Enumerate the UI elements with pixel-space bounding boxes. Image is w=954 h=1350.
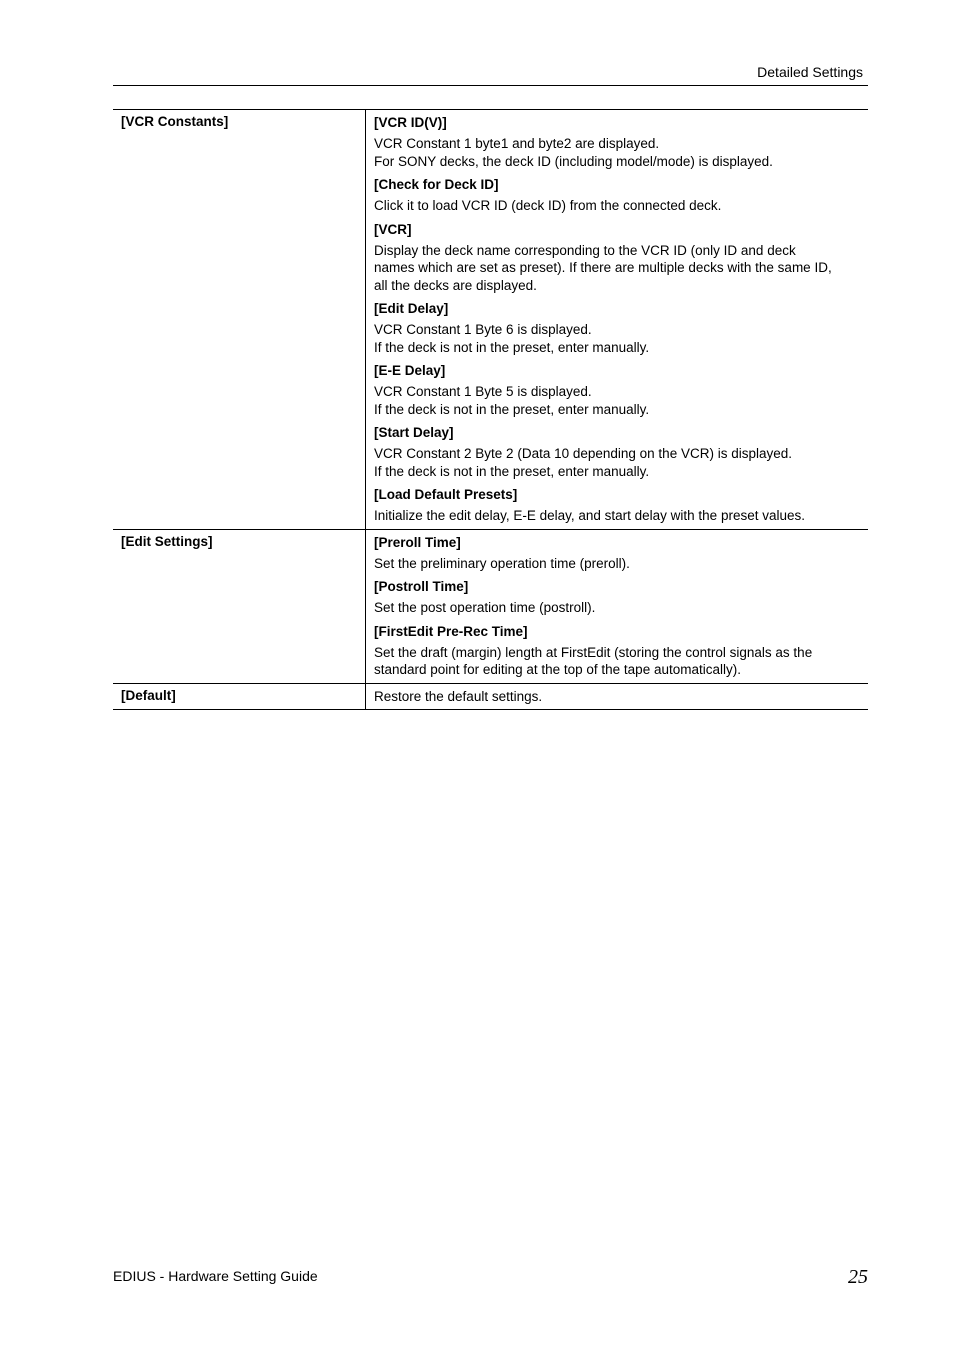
row-description	[366, 110, 869, 530]
item-heading: [Start Delay]	[374, 425, 454, 440]
item-text: If the deck is not in the preset, enter manually.	[374, 401, 650, 417]
item-heading: [Check for Deck ID]	[374, 177, 499, 192]
running-header-title: Detailed Settings	[757, 64, 863, 80]
list-item	[374, 486, 860, 525]
item-text: If the deck is not in the preset, enter manually.	[374, 339, 650, 355]
list-item	[374, 176, 860, 215]
item-text: VCR Constant 1 Byte 6 is displayed.	[374, 322, 592, 337]
settings-table	[113, 109, 868, 710]
row-description	[366, 529, 869, 683]
item-text: Initialize the edit delay, E-E delay, and start delay with the preset values.	[374, 508, 805, 523]
list-item	[374, 623, 860, 679]
table-row	[113, 110, 868, 530]
row-label: [VCR Constants]	[113, 110, 366, 530]
item-heading: [VCR]	[374, 221, 412, 237]
page-number: 25	[848, 1266, 868, 1288]
item-heading: [Preroll Time]	[374, 534, 461, 550]
item-heading: [Edit Delay]	[374, 301, 449, 316]
table-row	[113, 529, 868, 683]
item-heading: [VCR ID(V)]	[374, 115, 447, 130]
item-text: Restore the default settings.	[374, 688, 543, 704]
item-text: Set the post operation time (postroll).	[374, 600, 596, 615]
list-item	[374, 114, 860, 170]
list-item	[374, 362, 860, 418]
item-text: VCR Constant 1 byte1 and byte2 are displayed.	[374, 136, 660, 151]
list-item	[374, 424, 860, 480]
item-text: Display the deck name corresponding to the VCR ID (only ID and deck	[374, 242, 796, 258]
item-heading: [E-E Delay]	[374, 363, 446, 378]
item-text: If the deck is not in the preset, enter manually.	[374, 463, 650, 479]
item-text: Click it to load VCR ID (deck ID) from the connected deck.	[374, 198, 722, 213]
row-label: [Default]	[113, 683, 366, 710]
item-text: VCR Constant 2 Byte 2 (Data 10 depending on the VCR) is displayed.	[374, 446, 792, 461]
item-text: names which are set as preset). If there are multiple decks with the same ID,	[374, 260, 832, 275]
item-text: For SONY decks, the deck ID (including model/mode) is displayed.	[374, 153, 773, 169]
footer-guide-title: EDIUS - Hardware Setting Guide	[113, 1268, 318, 1284]
item-text: Set the preliminary operation time (preroll).	[374, 555, 630, 571]
list-item	[374, 534, 860, 573]
table-row	[113, 683, 868, 710]
item-heading: [Postroll Time]	[374, 579, 469, 594]
item-heading: [FirstEdit Pre-Rec Time]	[374, 623, 528, 639]
list-item	[374, 300, 860, 356]
item-heading: [Load Default Presets]	[374, 487, 518, 502]
item-text: VCR Constant 1 Byte 5 is displayed.	[374, 384, 592, 399]
item-text: all the decks are displayed.	[374, 277, 537, 293]
row-description	[366, 683, 869, 710]
item-text: Set the draft (margin) length at FirstEdit (storing the control signals as the	[374, 644, 813, 660]
list-item	[374, 578, 860, 617]
item-text: standard point for editing at the top of the tape automatically).	[374, 662, 741, 677]
row-label: [Edit Settings]	[113, 529, 366, 683]
list-item	[374, 221, 860, 295]
header-rule	[113, 85, 868, 86]
